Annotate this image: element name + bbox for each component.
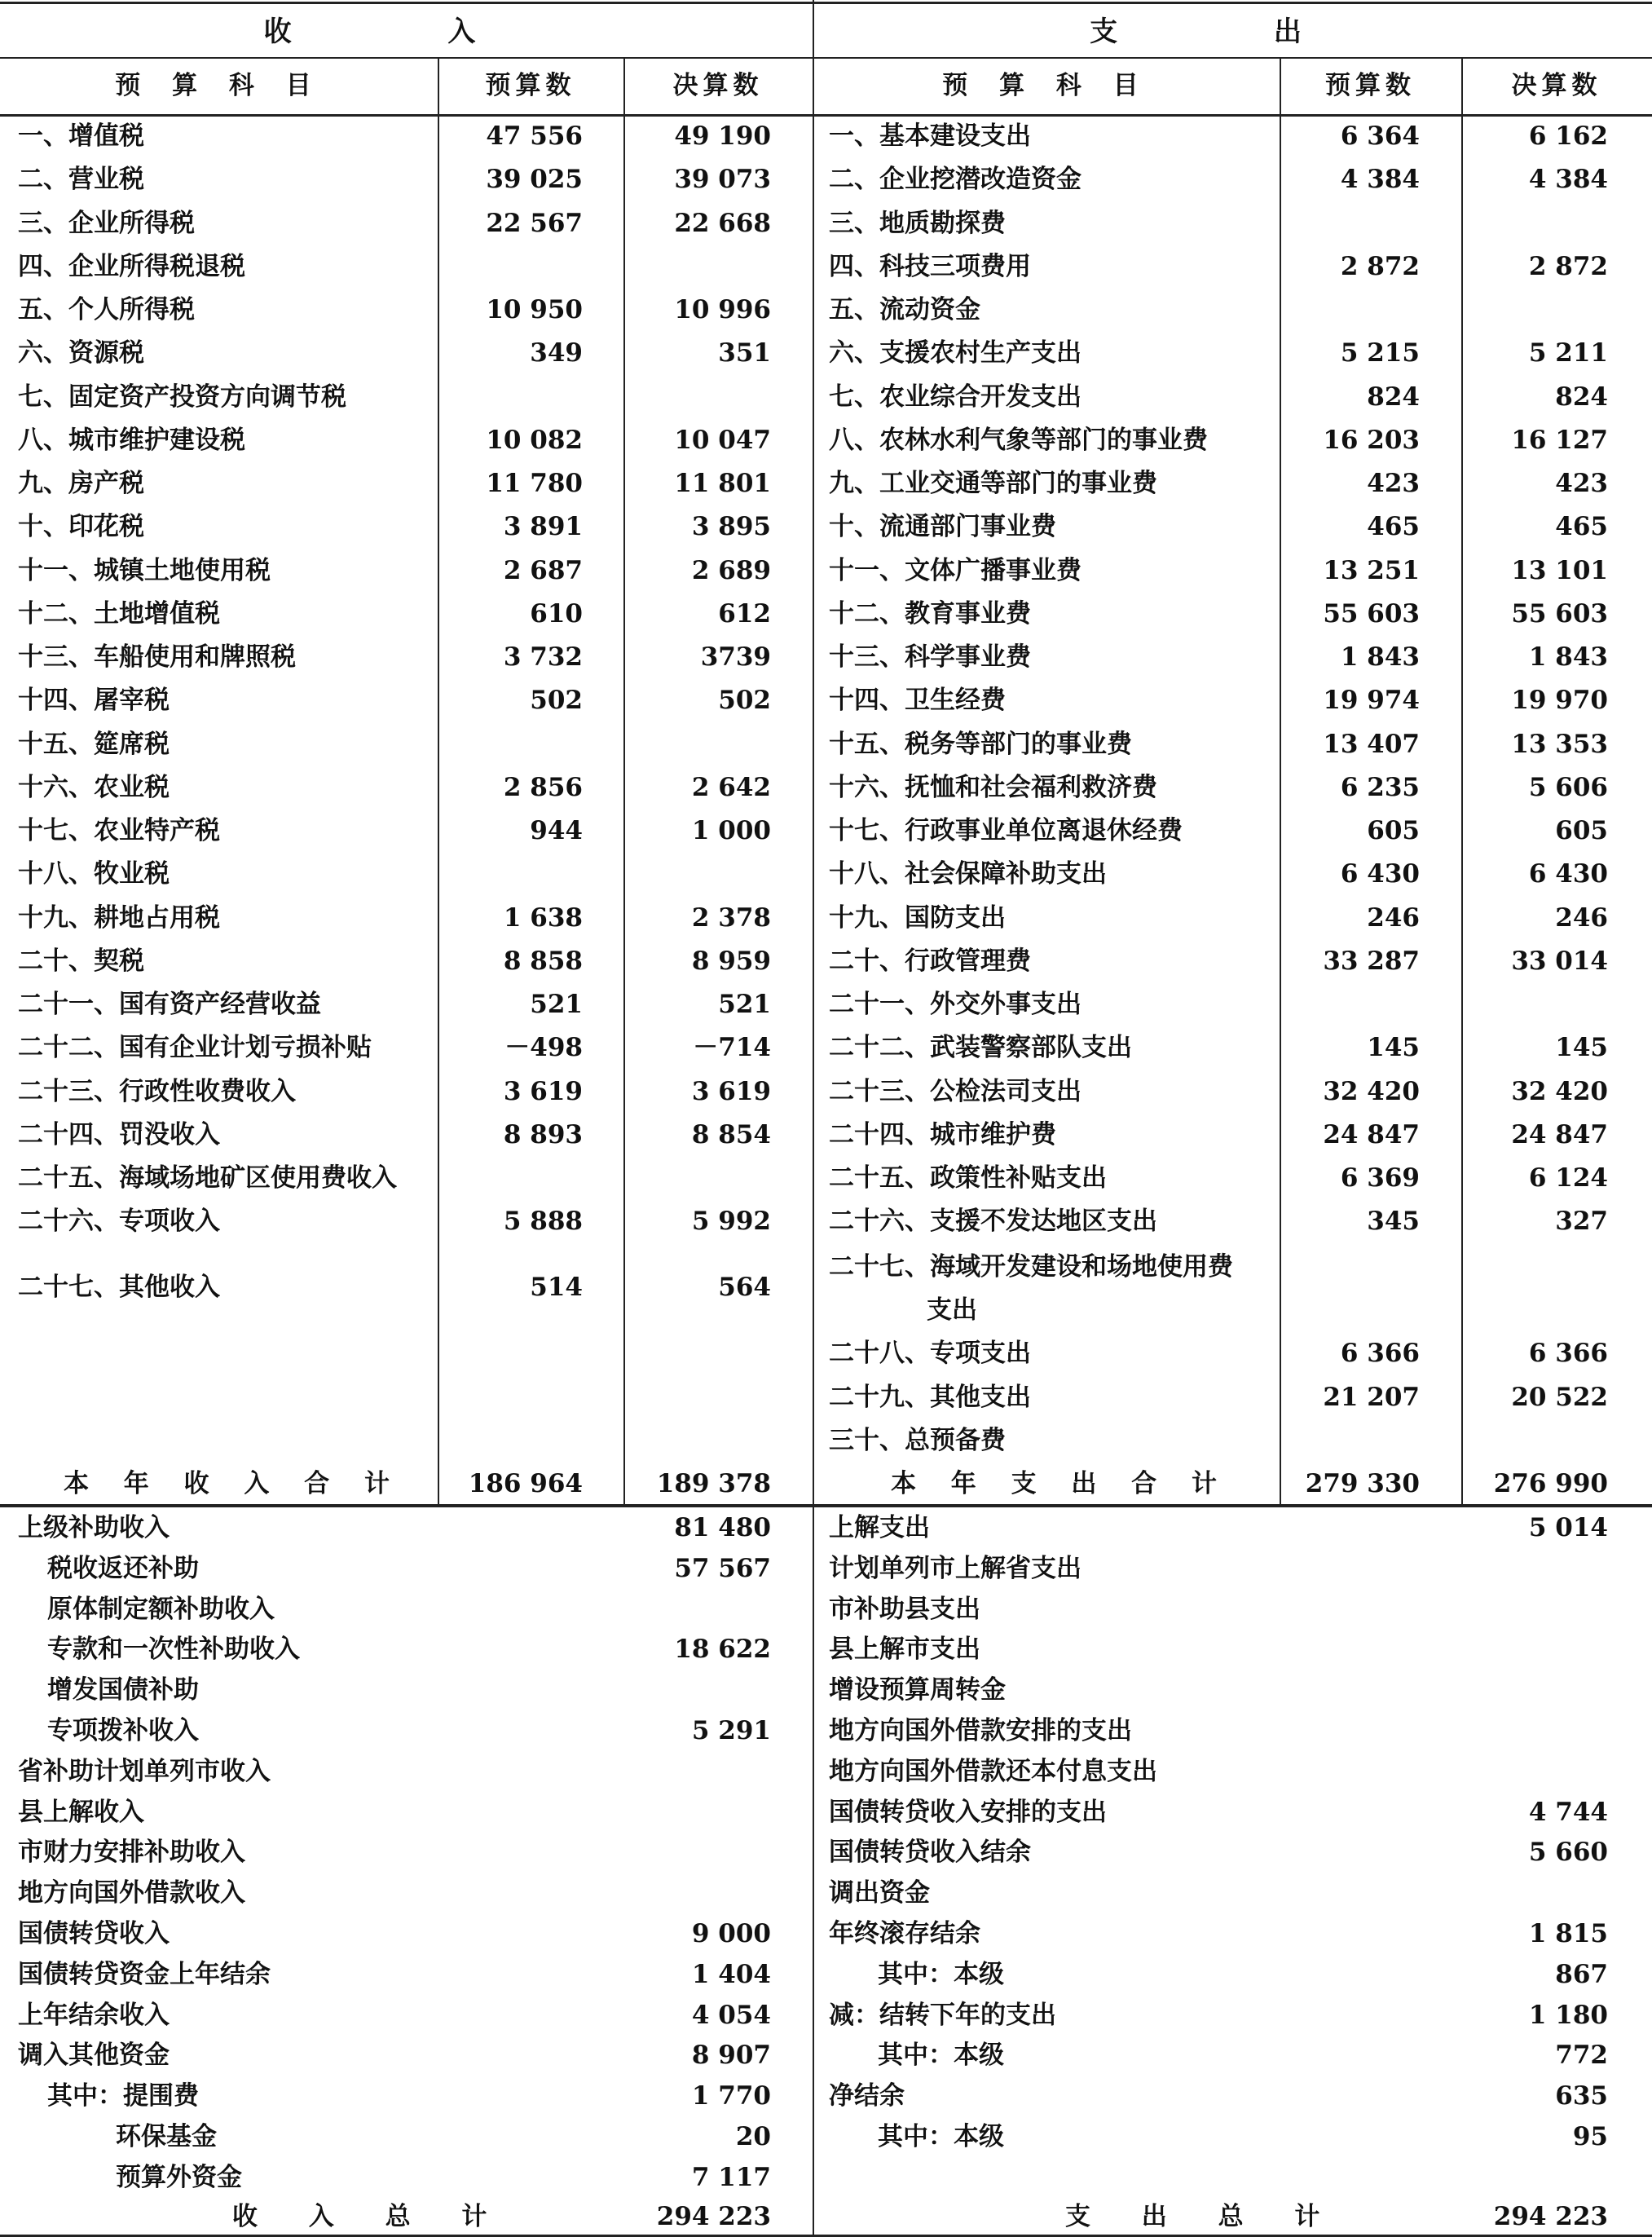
expense-extra-value: 95 (1572, 2122, 1608, 2151)
expense-row-final: 145 (1555, 1033, 1608, 1062)
expense-row-label: 三、地质勘探费 (829, 209, 1006, 238)
expense-row-label: 二十二、武装警察部队支出 (829, 1033, 1132, 1062)
expense-row-final: 13 101 (1511, 556, 1608, 585)
income-row-budget: 10 082 (486, 426, 583, 455)
expense-row-budget: 13 407 (1323, 730, 1420, 759)
expense-row-label: 九、工业交通等部门的事业费 (829, 469, 1157, 498)
income-row-final: 351 (718, 338, 771, 368)
expense-title: 支 出 (1090, 15, 1375, 48)
income-col-subject: 预 算 科 目 (115, 71, 323, 100)
expense-row-budget: 246 (1367, 903, 1420, 933)
income-row-budget: 514 (530, 1273, 583, 1302)
income-row-budget: －498 (504, 1033, 583, 1062)
expense-row-final: 4 384 (1528, 165, 1608, 194)
totals-separator (0, 1504, 1652, 1507)
income-row-label: 一、增值税 (18, 121, 144, 151)
expense-extra-value: 4 744 (1528, 1798, 1608, 1827)
income-row-label: 三、企业所得税 (18, 209, 195, 238)
expense-extra-value: 5 660 (1528, 1838, 1608, 1867)
expense-row-label: 二十八、专项支出 (829, 1339, 1031, 1368)
income-row-budget: 2 687 (503, 556, 583, 585)
income-extra-label: 国债转贷收入 (18, 1919, 170, 1948)
income-row-label: 十五、筵席税 (18, 730, 170, 759)
income-title: 收 入 (263, 15, 549, 48)
expense-row-label: 十四、卫生经费 (829, 686, 1006, 715)
expense-row-final: 33 014 (1511, 946, 1608, 976)
income-grand-value: 294 223 (656, 2202, 771, 2231)
income-row-label: 二、营业税 (18, 165, 144, 194)
income-extra-value: 4 054 (691, 2001, 771, 2030)
expense-row-final: 13 353 (1511, 730, 1608, 759)
income-row-label: 九、房产税 (18, 469, 144, 498)
income-row-final: 3739 (700, 642, 771, 672)
expense-extra-label: 上解支出 (829, 1513, 930, 1542)
income-row-budget: 3 891 (503, 512, 583, 541)
column-divider (1461, 57, 1463, 1504)
expense-row-budget: 6 430 (1340, 859, 1420, 889)
expense-row-label: 一、基本建设支出 (829, 121, 1031, 151)
expense-row-final: 246 (1555, 903, 1608, 933)
expense-row-label: 十九、国防支出 (829, 903, 1006, 933)
income-row-final: 2 689 (691, 556, 771, 585)
income-row-final: 39 073 (674, 165, 771, 194)
expense-row-budget: 55 603 (1323, 599, 1420, 629)
expense-row-final: 19 970 (1511, 686, 1608, 715)
income-row-label: 七、固定资产投资方向调节税 (18, 382, 346, 412)
expense-row-final: 20 522 (1511, 1383, 1608, 1412)
income-row-label: 十七、农业特产税 (18, 816, 220, 845)
income-row-final: 502 (718, 686, 771, 715)
income-row-final: 1 000 (691, 816, 771, 845)
expense-row-label: 七、农业综合开发支出 (829, 382, 1082, 412)
income-row-budget: 521 (530, 990, 583, 1019)
income-extra-value: 18 622 (674, 1635, 771, 1664)
income-extra-value: 57 567 (674, 1554, 771, 1583)
income-row-label: 二十四、罚没收入 (18, 1120, 220, 1149)
income-col-budget: 预算数 (485, 71, 576, 100)
income-row-final: 612 (718, 599, 771, 629)
expense-row-label: 二十四、城市维护费 (829, 1120, 1056, 1149)
expense-extra-label: 调出资金 (829, 1878, 930, 1908)
expense-extra-value: 5 014 (1528, 1513, 1608, 1542)
income-col-final: 决算数 (672, 71, 764, 100)
income-row-final: 8 854 (691, 1120, 771, 1149)
income-extra-label: 原体制定额补助收入 (47, 1595, 275, 1624)
expense-row-final: 16 127 (1511, 426, 1608, 455)
income-extra-label: 专款和一次性补助收入 (47, 1635, 300, 1664)
income-total-label: 本 年 收 入 合 计 (64, 1469, 403, 1498)
income-row-label: 十九、耕地占用税 (18, 903, 220, 933)
expense-row-budget: 824 (1367, 382, 1420, 412)
income-row-final: 5 992 (691, 1207, 771, 1236)
income-row-budget: 10 950 (486, 295, 583, 324)
expense-total-label: 本 年 支 出 合 计 (891, 1469, 1230, 1498)
expense-row-label: 二、企业挖潜改造资金 (829, 165, 1082, 194)
expense-row-budget: 32 420 (1323, 1077, 1420, 1106)
expense-row-final: 6 162 (1528, 121, 1608, 151)
income-row-final: 564 (718, 1273, 771, 1302)
expense-row-final: 605 (1555, 816, 1608, 845)
income-row-label: 十一、城镇土地使用税 (18, 556, 271, 585)
income-row-final: 49 190 (674, 121, 771, 151)
income-extra-value: 8 907 (691, 2041, 771, 2070)
income-row-final: 2 378 (691, 903, 771, 933)
income-row-budget: 39 025 (486, 165, 583, 194)
expense-row-label: 五、流动资金 (829, 295, 980, 324)
expense-row-label: 六、支援农村生产支出 (829, 338, 1082, 368)
income-row-label: 二十一、国有资产经营收益 (18, 990, 321, 1019)
expense-extra-value: 1 180 (1528, 2001, 1608, 2030)
expense-row-label: 二十九、其他支出 (829, 1383, 1031, 1412)
expense-extra-label: 其中：本级 (878, 1960, 1004, 1989)
expense-extra-label: 地方向国外借款安排的支出 (829, 1716, 1132, 1745)
income-grand-label: 收 入 总 计 (232, 2202, 509, 2231)
income-row-budget: 944 (530, 816, 583, 845)
income-extra-label: 国债转贷资金上年结余 (18, 1960, 271, 1989)
income-extra-label: 县上解收入 (18, 1798, 144, 1827)
expense-total-budget: 279 330 (1305, 1469, 1420, 1498)
expense-row-label: 十七、行政事业单位离退休经费 (829, 816, 1183, 845)
income-row-budget: 22 567 (486, 209, 583, 238)
income-total-final: 189 378 (656, 1469, 771, 1498)
expense-row-label: 十三、科学事业费 (829, 642, 1031, 672)
expense-row-final: 465 (1555, 512, 1608, 541)
income-extra-value: 81 480 (674, 1513, 771, 1542)
income-row-final: 10 047 (674, 426, 771, 455)
expense-row-final: 5 606 (1528, 773, 1608, 802)
expense-row-budget: 1 843 (1340, 642, 1420, 672)
income-row-budget: 11 780 (486, 469, 583, 498)
income-row-label: 六、资源税 (18, 338, 144, 368)
expense-row-final: 55 603 (1511, 599, 1608, 629)
income-row-budget: 349 (530, 338, 583, 368)
income-row-budget: 502 (530, 686, 583, 715)
income-row-budget: 47 556 (486, 121, 583, 151)
income-extra-label: 地方向国外借款收入 (18, 1878, 245, 1908)
center-divider (813, 0, 814, 2235)
income-row-final: －714 (693, 1033, 771, 1062)
expense-row-label: 二十五、政策性补贴支出 (829, 1163, 1107, 1193)
column-divider (438, 57, 439, 1504)
top-border (0, 2, 1652, 4)
income-row-label: 十八、牧业税 (18, 859, 170, 889)
expense-grand-label: 支 出 总 计 (1065, 2202, 1341, 2231)
income-extra-label: 上级补助收入 (18, 1513, 170, 1542)
expense-row-final: 24 847 (1511, 1120, 1608, 1149)
income-row-final: 3 619 (691, 1077, 771, 1106)
income-row-budget: 610 (530, 599, 583, 629)
income-extra-label: 环保基金 (116, 2122, 217, 2151)
expense-extra-label: 国债转贷收入安排的支出 (829, 1798, 1107, 1827)
expense-row-budget: 6 235 (1340, 773, 1420, 802)
income-row-label: 十、印花税 (18, 512, 144, 541)
income-extra-label: 上年结余收入 (18, 2001, 170, 2030)
income-row-budget: 2 856 (503, 773, 583, 802)
income-row-label: 二十五、海域场地矿区使用费收入 (18, 1163, 397, 1193)
expense-row-budget: 21 207 (1323, 1383, 1420, 1412)
expense-row-budget: 345 (1367, 1207, 1420, 1236)
expense-extra-label: 减：结转下年的支出 (829, 2001, 1056, 2030)
expense-row-budget: 6 366 (1340, 1339, 1420, 1368)
expense-row-budget: 5 215 (1340, 338, 1420, 368)
income-row-final: 22 668 (674, 209, 771, 238)
column-divider (623, 57, 625, 1504)
income-row-final: 11 801 (674, 469, 771, 498)
expense-row-label: 十二、教育事业费 (829, 599, 1031, 629)
expense-row-label: 十五、税务等部门的事业费 (829, 730, 1132, 759)
income-total-budget: 186 964 (468, 1469, 583, 1498)
expense-row-final: 2 872 (1528, 252, 1608, 281)
expense-row-label: 二十一、外交外事支出 (829, 990, 1082, 1019)
expense-row-budget: 6 364 (1340, 121, 1420, 151)
expense-col-final: 决算数 (1511, 71, 1602, 100)
header-divider (0, 57, 1652, 59)
income-row-budget: 3 619 (503, 1077, 583, 1106)
expense-row-label: 二十七、海域开发建设和场地使用费 (829, 1252, 1233, 1282)
expense-total-final: 276 990 (1493, 1469, 1608, 1498)
income-extra-label: 其中：提围费 (47, 2081, 199, 2111)
column-divider (1280, 57, 1281, 1504)
income-extra-label: 预算外资金 (116, 2163, 242, 2192)
expense-row-budget: 4 384 (1340, 165, 1420, 194)
income-row-label: 二十三、行政性收费收入 (18, 1077, 296, 1106)
expense-extra-label: 国债转贷收入结余 (829, 1838, 1031, 1867)
income-row-label: 八、城市维护建设税 (18, 426, 245, 455)
expense-extra-value: 867 (1555, 1960, 1608, 1989)
income-row-final: 3 895 (691, 512, 771, 541)
income-row-label: 二十、契税 (18, 946, 144, 976)
income-extra-label: 专项拨补收入 (47, 1716, 199, 1745)
income-extra-value: 1 770 (691, 2081, 771, 2111)
expense-row-label: 十一、文体广播事业费 (829, 556, 1082, 585)
expense-extra-label: 市补助县支出 (829, 1595, 980, 1624)
income-row-budget: 8 893 (503, 1120, 583, 1149)
income-row-budget: 5 888 (503, 1207, 583, 1236)
income-extra-label: 省补助计划单列市收入 (18, 1757, 271, 1786)
expense-row-budget: 19 974 (1323, 686, 1420, 715)
expense-extra-label: 县上解市支出 (829, 1635, 980, 1664)
expense-row-budget: 465 (1367, 512, 1420, 541)
income-extra-label: 市财力安排补助收入 (18, 1838, 245, 1867)
income-extra-label: 增发国债补助 (47, 1675, 199, 1705)
expense-extra-label: 地方向国外借款还本付息支出 (829, 1757, 1157, 1786)
expense-extra-value: 772 (1555, 2041, 1608, 2070)
expense-row-label: 二十六、支援不发达地区支出 (829, 1207, 1157, 1236)
expense-row-label: 十六、抚恤和社会福利救济费 (829, 773, 1157, 802)
income-row-label: 二十六、专项收入 (18, 1207, 220, 1236)
expense-row-final: 327 (1555, 1207, 1608, 1236)
income-row-final: 2 642 (691, 773, 771, 802)
expense-row-budget: 605 (1367, 816, 1420, 845)
expense-row-final: 32 420 (1511, 1077, 1608, 1106)
income-row-budget: 1 638 (503, 903, 583, 933)
expense-row-budget: 33 287 (1323, 946, 1420, 976)
income-row-label: 二十七、其他收入 (18, 1273, 220, 1302)
expense-row-label: 八、农林水利气象等部门的事业费 (829, 426, 1208, 455)
expense-row-final: 6 124 (1528, 1163, 1608, 1193)
expense-row-budget: 13 251 (1323, 556, 1420, 585)
expense-row-label: 三十、总预备费 (829, 1426, 1006, 1455)
income-row-label: 二十二、国有企业计划亏损补贴 (18, 1033, 372, 1062)
income-extra-label: 税收返还补助 (47, 1554, 199, 1583)
expense-row-budget: 145 (1367, 1033, 1420, 1062)
income-row-label: 十四、屠宰税 (18, 686, 170, 715)
expense-row-final: 5 211 (1528, 338, 1608, 368)
expense-row-final: 1 843 (1528, 642, 1608, 672)
income-extra-value: 7 117 (691, 2163, 771, 2192)
income-row-label: 十三、车船使用和牌照税 (18, 642, 296, 672)
expense-row-label: 二十、行政管理费 (829, 946, 1031, 976)
income-row-label: 十六、农业税 (18, 773, 170, 802)
income-extra-value: 1 404 (691, 1960, 771, 1989)
expense-row-final: 6 366 (1528, 1339, 1608, 1368)
expense-extra-value: 1 815 (1528, 1919, 1608, 1948)
expense-col-budget: 预算数 (1325, 71, 1416, 100)
expense-extra-label: 其中：本级 (878, 2122, 1004, 2151)
expense-row-budget: 6 369 (1340, 1163, 1420, 1193)
expense-extra-label: 其中：本级 (878, 2041, 1004, 2070)
income-row-label: 五、个人所得税 (18, 295, 195, 324)
expense-row-final: 6 430 (1528, 859, 1608, 889)
income-row-final: 8 959 (691, 946, 771, 976)
expense-extra-label: 年终滚存结余 (829, 1919, 980, 1948)
expense-row-budget: 423 (1367, 469, 1420, 498)
expense-extra-label: 净结余 (829, 2081, 905, 2111)
expense-row-budget: 24 847 (1323, 1120, 1420, 1149)
expense-row-final: 423 (1555, 469, 1608, 498)
expense-row-label: 十八、社会保障补助支出 (829, 859, 1107, 889)
expense-row-label: 支出 (927, 1295, 977, 1325)
income-row-final: 521 (718, 990, 771, 1019)
expense-extra-value: 635 (1555, 2081, 1608, 2111)
expense-row-label: 二十三、公检法司支出 (829, 1077, 1082, 1106)
income-row-budget: 3 732 (503, 642, 583, 672)
income-extra-value: 9 000 (691, 1919, 771, 1948)
header-bottom-border (0, 114, 1652, 117)
expense-row-label: 四、科技三项费用 (829, 252, 1031, 281)
income-row-label: 十二、土地增值税 (18, 599, 220, 629)
income-extra-label: 调入其他资金 (18, 2041, 170, 2070)
expense-extra-label: 计划单列市上解省支出 (829, 1554, 1082, 1583)
expense-row-budget: 2 872 (1340, 252, 1420, 281)
expense-col-subject: 预 算 科 目 (942, 71, 1150, 100)
expense-grand-value: 294 223 (1493, 2202, 1608, 2231)
income-row-final: 10 996 (674, 295, 771, 324)
expense-row-final: 824 (1555, 382, 1608, 412)
income-row-budget: 8 858 (503, 946, 583, 976)
expense-row-budget: 16 203 (1323, 426, 1420, 455)
income-row-label: 四、企业所得税退税 (18, 252, 245, 281)
income-extra-value: 20 (735, 2122, 771, 2151)
expense-row-label: 十、流通部门事业费 (829, 512, 1056, 541)
income-extra-value: 5 291 (691, 1716, 771, 1745)
expense-extra-label: 增设预算周转金 (829, 1675, 1006, 1705)
